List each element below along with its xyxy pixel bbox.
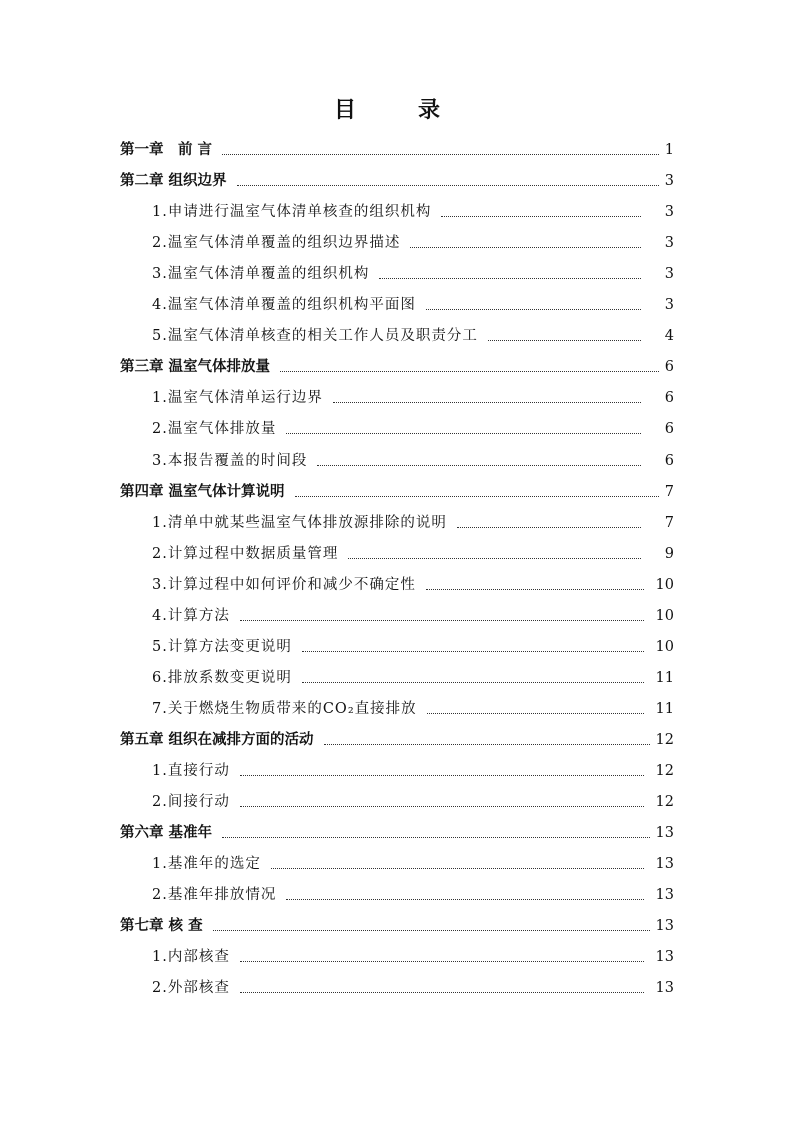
toc-page-number: 11 <box>655 700 674 717</box>
toc-section-entry[interactable] <box>120 660 674 691</box>
toc-section-entry[interactable] <box>120 939 674 970</box>
toc-section-entry[interactable] <box>120 877 674 908</box>
toc-entry-label: 1.基准年的选定 <box>152 856 261 873</box>
toc-dot-leader <box>222 154 659 155</box>
toc-page-number: 6 <box>664 421 674 438</box>
toc-dot-leader <box>457 527 641 528</box>
toc-dot-leader <box>348 558 640 559</box>
toc-page-number: 13 <box>655 980 674 997</box>
toc-page-number: 10 <box>655 607 674 624</box>
toc-dot-leader <box>441 216 640 217</box>
toc-section-entry[interactable] <box>120 287 674 318</box>
toc-page-number: 7 <box>664 483 674 500</box>
toc-section-entry[interactable] <box>120 846 674 877</box>
toc-entry-label: 1.清单中就某些温室气体排放源排除的说明 <box>152 514 447 531</box>
toc-entry-label: 第二章 组织边界 <box>120 172 227 190</box>
toc-entry-label: 第三章 温室气体排放量 <box>120 358 271 376</box>
toc-dot-leader <box>286 899 643 900</box>
toc-entry-label: 1.内部核查 <box>152 949 230 966</box>
toc-section-entry[interactable] <box>120 567 674 598</box>
toc-entry-label: 2.温室气体清单覆盖的组织边界描述 <box>152 235 401 252</box>
toc-page-number: 6 <box>664 390 674 407</box>
toc-entry-label: 1.申请进行温室气体清单核查的组织机构 <box>152 204 432 221</box>
toc-dot-leader <box>427 713 644 714</box>
toc-chapter-entry[interactable] <box>120 163 674 194</box>
table-of-contents <box>120 132 674 1001</box>
toc-entry-label: 6.排放系数变更说明 <box>152 669 292 686</box>
toc-dot-leader <box>426 589 644 590</box>
toc-dot-leader <box>240 620 644 621</box>
toc-page-number: 9 <box>664 545 674 562</box>
toc-entry-label: 1.直接行动 <box>152 762 230 779</box>
toc-entry-label: 第一章 前 言 <box>120 141 213 159</box>
toc-section-entry[interactable] <box>120 318 674 349</box>
toc-dot-leader <box>280 371 659 372</box>
toc-page-number: 12 <box>655 762 674 779</box>
toc-section-entry[interactable] <box>120 753 674 784</box>
toc-entry-label: 2.计算过程中数据质量管理 <box>152 545 339 562</box>
toc-page-number: 4 <box>664 328 674 345</box>
toc-section-entry[interactable] <box>120 505 674 536</box>
toc-section-entry[interactable] <box>120 194 674 225</box>
toc-dot-leader <box>295 496 659 497</box>
toc-entry-label: 2.间接行动 <box>152 794 230 811</box>
toc-dot-leader <box>302 651 644 652</box>
toc-page-number: 13 <box>655 856 674 873</box>
toc-page-number: 12 <box>655 731 674 748</box>
toc-entry-label: 3.本报告覆盖的时间段 <box>152 452 308 469</box>
toc-dot-leader <box>317 465 640 466</box>
toc-section-entry[interactable] <box>120 380 674 411</box>
toc-dot-leader <box>302 682 644 683</box>
toc-dot-leader <box>379 278 640 279</box>
toc-page-number: 3 <box>664 204 674 221</box>
toc-page-number: 7 <box>664 514 674 531</box>
toc-entry-label: 3.计算过程中如何评价和减少不确定性 <box>152 576 416 593</box>
toc-dot-leader <box>426 309 641 310</box>
toc-chapter-entry[interactable] <box>120 132 674 163</box>
toc-section-entry[interactable] <box>120 256 674 287</box>
toc-section-entry[interactable] <box>120 691 674 722</box>
toc-dot-leader <box>410 247 640 248</box>
toc-dot-leader <box>240 961 644 962</box>
toc-entry-label: 1.温室气体清单运行边界 <box>152 390 323 407</box>
toc-section-entry[interactable] <box>120 970 674 1001</box>
toc-dot-leader <box>324 744 650 745</box>
toc-entry-label: 2.外部核查 <box>152 980 230 997</box>
toc-page-number: 3 <box>664 266 674 283</box>
toc-section-entry[interactable] <box>120 225 674 256</box>
toc-dot-leader <box>240 775 644 776</box>
toc-entry-label: 5.温室气体清单核查的相关工作人员及职责分工 <box>152 328 478 345</box>
toc-section-entry[interactable] <box>120 784 674 815</box>
toc-dot-leader <box>213 930 650 931</box>
toc-entry-label: 3.温室气体清单覆盖的组织机构 <box>152 266 370 283</box>
toc-entry-label: 第五章 组织在减排方面的活动 <box>120 730 314 748</box>
toc-dot-leader <box>333 402 641 403</box>
toc-page-number: 10 <box>655 576 674 593</box>
toc-page-number: 12 <box>655 794 674 811</box>
toc-page-number: 13 <box>655 918 674 935</box>
toc-page-number: 6 <box>664 359 674 376</box>
toc-entry-label: 2.温室气体排放量 <box>152 421 277 438</box>
toc-chapter-entry[interactable] <box>120 908 674 939</box>
toc-entry-label: 4.温室气体清单覆盖的组织机构平面图 <box>152 297 416 314</box>
toc-page-number: 13 <box>655 949 674 966</box>
toc-entry-label: 第七章 核 查 <box>120 917 203 935</box>
toc-page-number: 6 <box>664 452 674 469</box>
toc-entry-label: 7.关于燃烧生物质带来的CO₂直接排放 <box>152 700 417 717</box>
toc-dot-leader <box>240 806 644 807</box>
toc-dot-leader <box>286 433 640 434</box>
toc-dot-leader <box>237 185 659 186</box>
toc-section-entry[interactable] <box>120 598 674 629</box>
toc-dot-leader <box>222 837 649 838</box>
toc-page-number: 13 <box>655 887 674 904</box>
toc-entry-label: 5.计算方法变更说明 <box>152 638 292 655</box>
toc-chapter-entry[interactable] <box>120 474 674 505</box>
toc-page-number: 11 <box>655 669 674 686</box>
toc-page-number: 3 <box>664 235 674 252</box>
toc-entry-label: 2.基准年排放情况 <box>152 887 277 904</box>
toc-entry-label: 4.计算方法 <box>152 607 230 624</box>
toc-page-number: 13 <box>655 825 674 842</box>
toc-section-entry[interactable] <box>120 536 674 567</box>
toc-entry-label: 第六章 基准年 <box>120 824 213 842</box>
toc-dot-leader <box>271 868 644 869</box>
toc-page-number: 10 <box>655 638 674 655</box>
toc-section-entry[interactable] <box>120 411 674 442</box>
toc-entry-label: 第四章 温室气体计算说明 <box>120 482 285 500</box>
page-title: 目 录 <box>333 97 460 123</box>
toc-page-number: 3 <box>664 173 674 190</box>
toc-dot-leader <box>240 992 644 993</box>
toc-chapter-entry[interactable] <box>120 722 674 753</box>
toc-dot-leader <box>488 340 641 341</box>
toc-page-number: 1 <box>664 142 674 159</box>
toc-page-number: 3 <box>664 297 674 314</box>
toc-section-entry[interactable] <box>120 629 674 660</box>
toc-section-entry[interactable] <box>120 442 674 473</box>
toc-chapter-entry[interactable] <box>120 349 674 380</box>
toc-chapter-entry[interactable] <box>120 815 674 846</box>
